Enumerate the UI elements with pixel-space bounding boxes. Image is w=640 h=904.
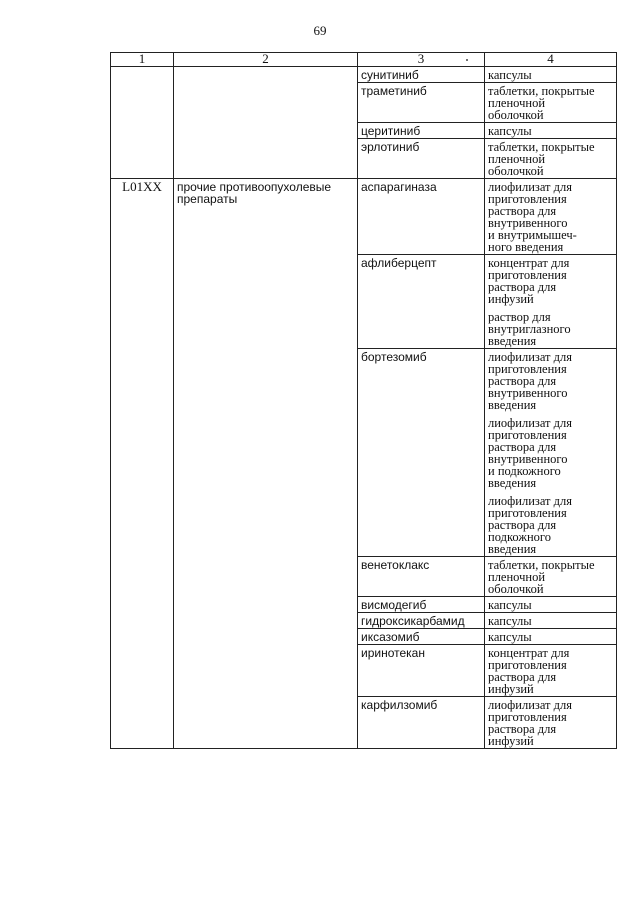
group-name-cell: прочие противоопухолевые препараты	[174, 179, 358, 749]
column-number-1: 1	[111, 53, 174, 67]
dosage-form: капсулы	[488, 124, 532, 138]
dosage-form: лиофилизат для приготовления раствора для внутривенного и внутримышеч- ного введения	[488, 180, 577, 254]
dosage-form: капсулы	[488, 614, 532, 628]
drug-list-table	[110, 52, 617, 749]
table-row	[111, 179, 617, 255]
dosage-forms-cell	[485, 83, 617, 123]
dosage-form: капсулы	[488, 598, 532, 612]
dosage-forms-cell	[485, 557, 617, 597]
dosage-form: раствор для внутриглазного введения	[488, 310, 571, 348]
dosage-form: таблетки, покрытые пленочной оболочкой	[488, 558, 595, 596]
dosage-form: капсулы	[488, 68, 532, 82]
dosage-form: таблетки, покрытые пленочной оболочкой	[488, 84, 595, 122]
dosage-forms-cell	[485, 179, 617, 255]
dosage-forms-cell	[485, 597, 617, 613]
page-number: 69	[313, 23, 327, 38]
dosage-form: концентрат для приготовления раствора для инфузий	[488, 256, 570, 306]
drug-name-cell: карфилзомиб	[358, 697, 485, 749]
drug-name-cell: венетоклакс	[358, 557, 485, 597]
column-number-2: 2	[174, 53, 358, 67]
dosage-forms-cell	[485, 123, 617, 139]
drug-name-cell: сунитиниб	[358, 67, 485, 83]
group-name-cell-empty	[174, 67, 358, 179]
drug-name-cell: бортезомиб	[358, 349, 485, 557]
atc-code-cell-empty	[111, 67, 174, 179]
dosage-forms-cell	[485, 697, 617, 749]
dosage-forms-cell	[485, 629, 617, 645]
column-number-4: 4	[485, 53, 617, 67]
table-row	[111, 67, 617, 83]
drug-name-cell: траметиниб	[358, 83, 485, 123]
dosage-form: капсулы	[488, 630, 532, 644]
drug-name-cell: иксазомиб	[358, 629, 485, 645]
drug-name-cell: эрлотиниб	[358, 139, 485, 179]
dosage-form: лиофилизат для приготовления раствора для подкожного введения	[488, 494, 572, 556]
drug-name-cell: висмодегиб	[358, 597, 485, 613]
column-number-header-row	[111, 53, 617, 67]
drug-name-cell: афлиберцепт	[358, 255, 485, 349]
dosage-form: концентрат для приготовления раствора для инфузий	[488, 646, 570, 696]
dosage-forms-cell	[485, 349, 617, 557]
drug-name-cell: иринотекан	[358, 645, 485, 697]
dosage-forms-cell	[485, 613, 617, 629]
dosage-forms-cell	[485, 67, 617, 83]
dosage-form: таблетки, покрытые пленочной оболочкой	[488, 140, 595, 178]
dosage-forms-cell	[485, 645, 617, 697]
column-number-3: 3	[358, 53, 485, 67]
dosage-form: лиофилизат для приготовления раствора для инфузий	[488, 698, 572, 748]
dosage-forms-cell	[485, 255, 617, 349]
dosage-form: лиофилизат для приготовления раствора для внутривенного введения	[488, 350, 572, 412]
atc-code-cell: L01XX	[111, 179, 174, 749]
dosage-forms-cell	[485, 139, 617, 179]
drug-name-cell: гидроксикарбамид	[358, 613, 485, 629]
drug-name-cell: аспарагиназа	[358, 179, 485, 255]
dosage-form: лиофилизат для приготовления раствора для внутривенного и подкожного введения	[488, 416, 572, 490]
drug-name-cell: церитиниб	[358, 123, 485, 139]
